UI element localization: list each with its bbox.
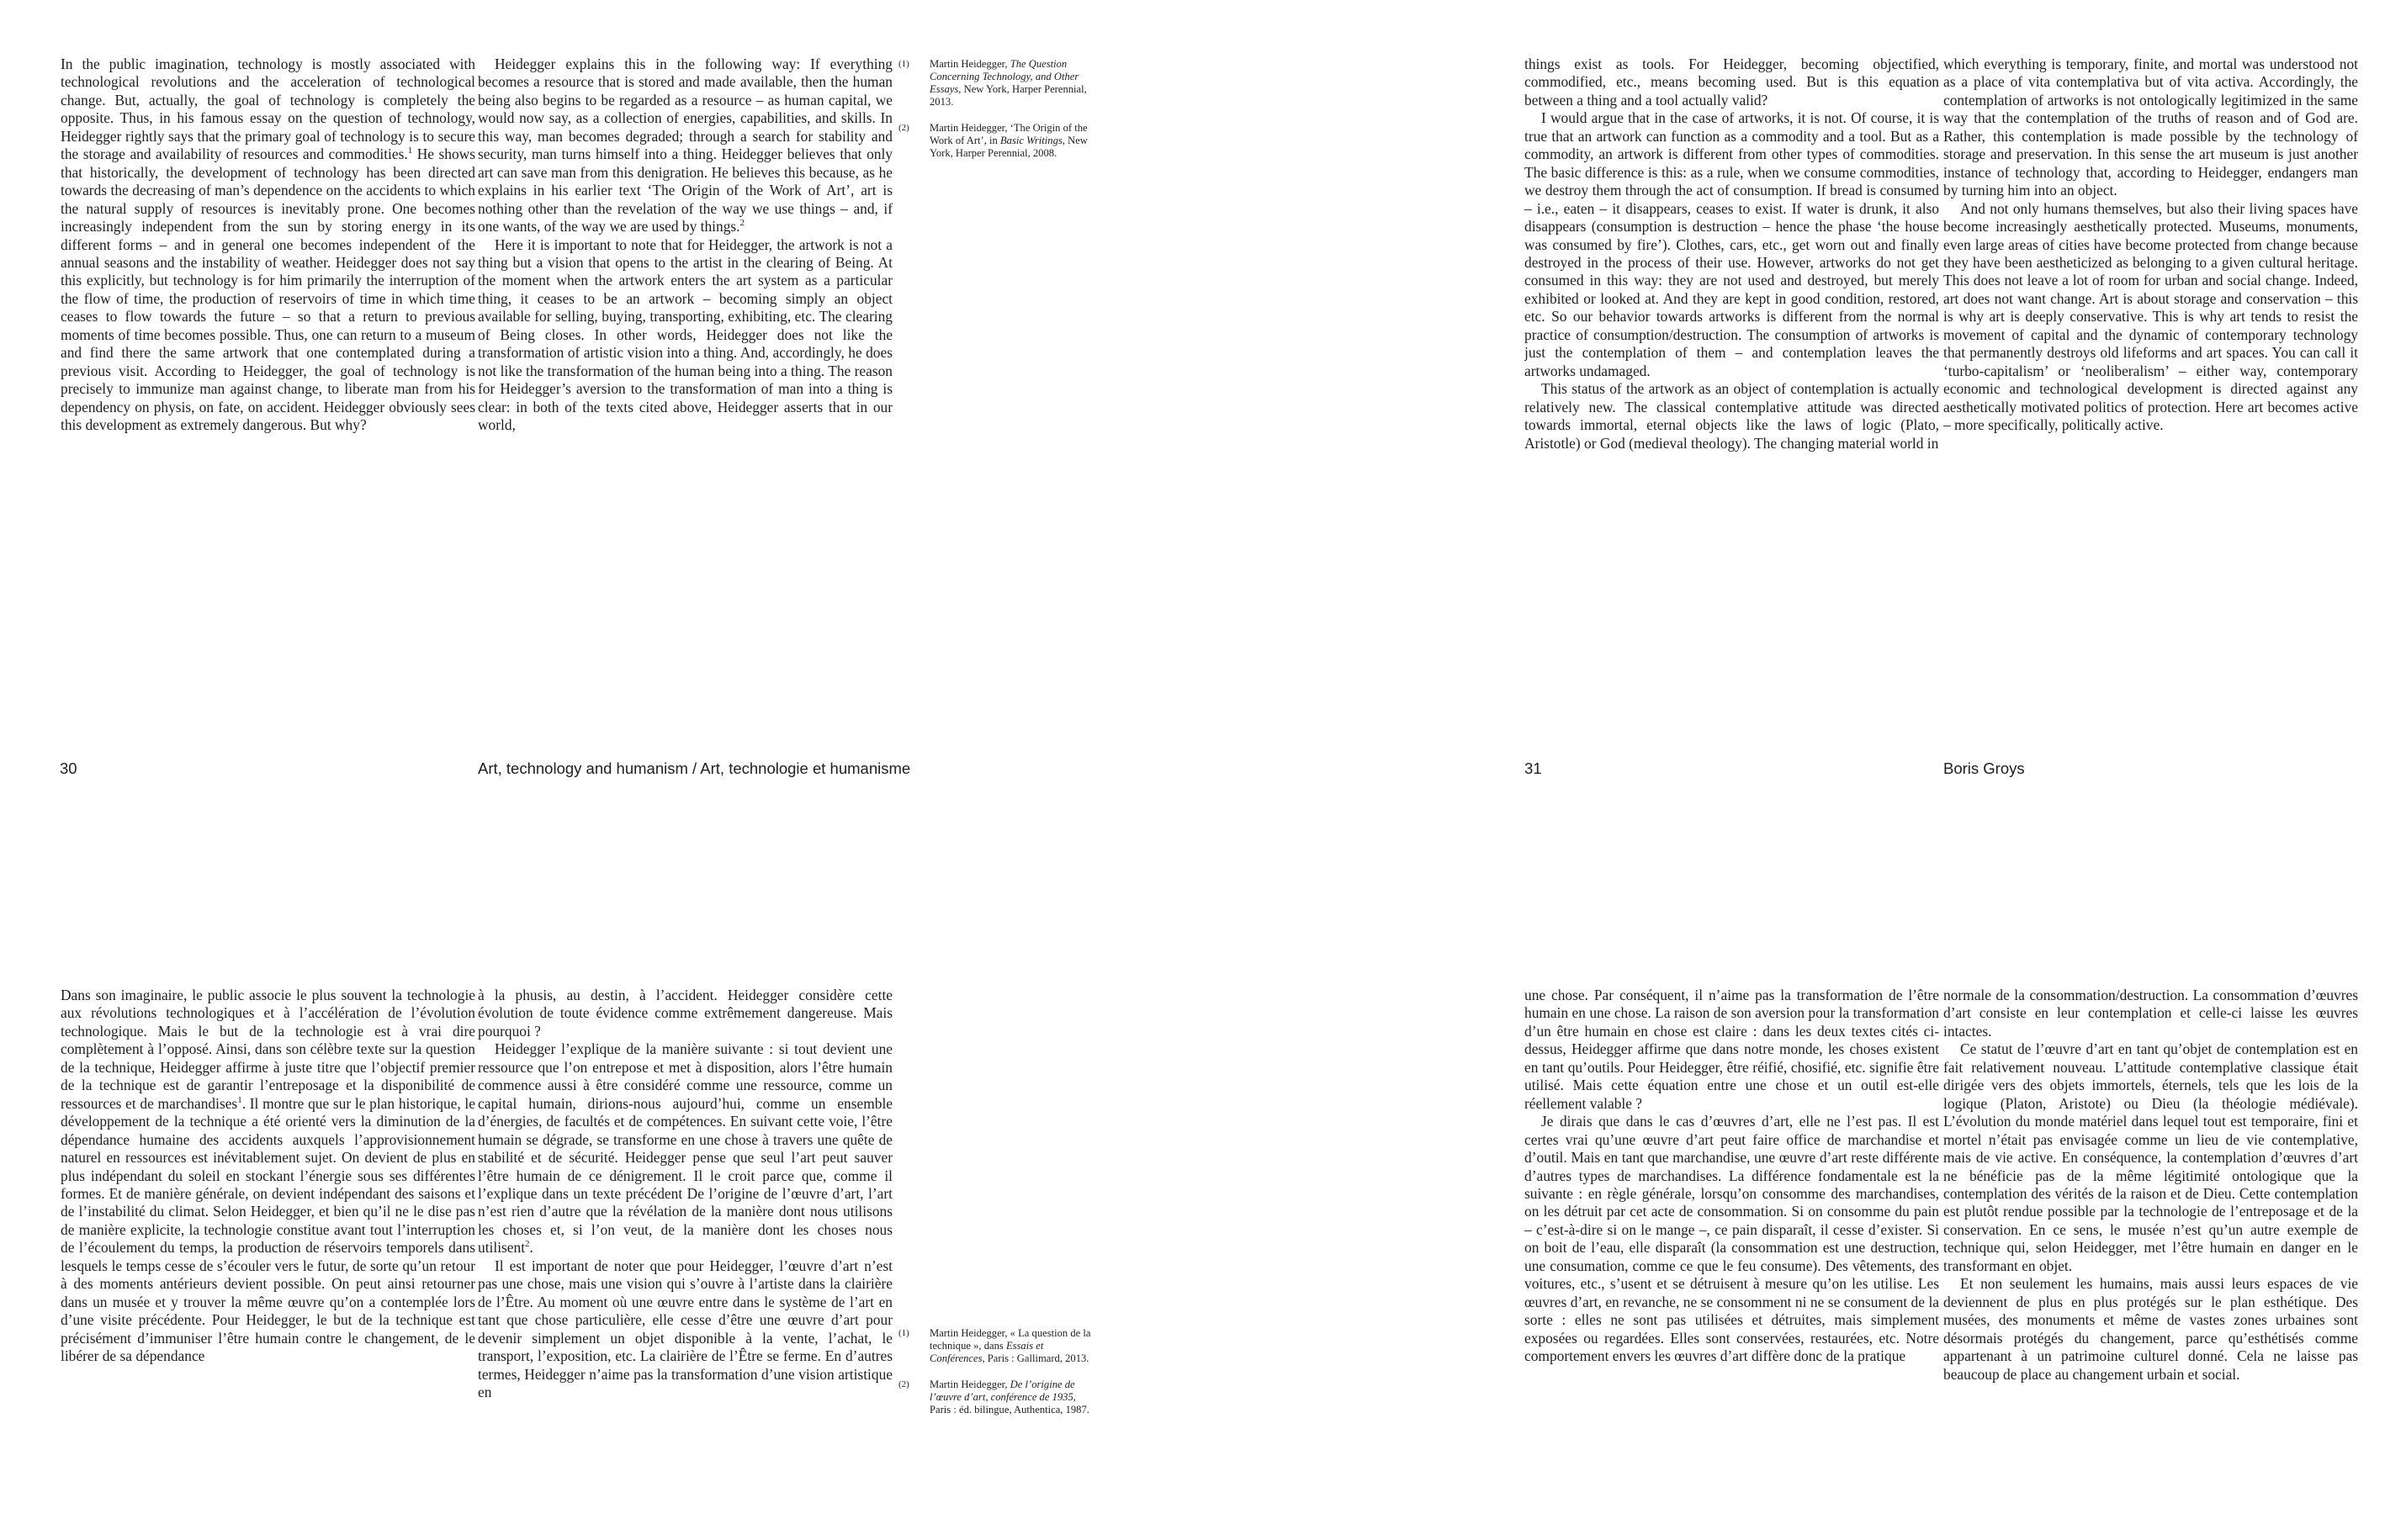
en-col1-paragraph-1: In the public imagination, technology is mostly associated with technological revolutions and the acceleration of technological change. But, actually, the goal of technology is completely the opposite. Thus, in his famous essay on the question of technology, Heidegger rightly says that the primary goal of technology is to secure the storage and availability of resources and commodities.$^1$ He shows that historically, the development of technology has been directed towards the decreasing of man’s dependence on the accidents to which the natural supply of resources is inevitably prone. One becomes increasingly independent from the sun by storing energy in its different forms – and in general one becomes independent of the annual seasons and the instability of weather. Heidegger does not say this explicitly, but technology is for him primarily the interruption of the flow of time, the production of reservoirs of time in which time ceases to flow towards the future – so that a return to previous moments of time becomes possible. Thus, one can return to a museum and find there the same artwork that one contemplated during a previous visit. According to Heidegger, the goal of technology is precisely to immunize man against change, to liberate man from his dependency on physis, on fate, on accident. Heidegger obviously sees this development as extremely dangerous. But why? xyxy=(61,56,475,434)
running-head-author: Boris Groys xyxy=(1943,759,2025,777)
fr-col3-paragraph-1: une chose. Par conséquent, il n’aime pas la transformation de l’être humain en une chose. La raison de son aversion pour la transformation d’un être humain en chose est claire : dans les deux textes cités ci-dessus, Heidegger affirme que dans notre monde, les choses existent en tant qu’outils. Pour Heidegger, être réifié, chosifié, etc. signifie être utilisé. Mais cette équation entre une chose et un outil est-elle réellement valable ? xyxy=(1524,987,1939,1112)
page-number-left: 30 xyxy=(60,759,77,777)
fr-col4-paragraph-1: normale de la consommation/destruction. La consommation d’œuvres d’art consiste en leur contemplation et celle-ci laisse les œuvres intactes. xyxy=(1943,987,2358,1040)
en-footnotes xyxy=(898,58,1092,173)
en-column-3 xyxy=(1524,56,1939,569)
fr-column-1 xyxy=(61,987,475,1508)
en-column-2 xyxy=(478,56,893,569)
en-col3-paragraph-3: This status of the artwork as an object of contemplation is actually relatively new. The classical contemplative attitude was directed towards immortal, eternal objects like the laws of logic (Plato, Aristotle) or God (medieval theology). The changing material world in xyxy=(1524,380,1939,452)
fr-column-3 xyxy=(1524,987,1939,1508)
fr-col2-paragraph-1: à la phusis, au destin, à l’accident. Heidegger considère cette évolution de toute évidence comme extrêmement dangereuse. Mais pourquoi ? xyxy=(478,987,893,1040)
page-number-right: 31 xyxy=(1524,759,1542,777)
en-col4-paragraph-1: which everything is temporary, finite, and mortal was understood not as a place of vita contemplativa but of vita activa. Accordingly, the contemplation of artworks is not ontologically legitimized in the same way that the contemplation of the truths of reason and of God are. Rather, this contemplation is made possible by the technology of storage and preservation. In this sense the art museum is just another instance of technology that, according to Heidegger, endangers man by turning him into an object. xyxy=(1943,56,2358,199)
fr-col1-paragraph-1: Dans son imaginaire, le public associe le plus souvent la technologie aux révolutions technologiques et à l’accélération de l’évolution technologique. Mais le but de la technologie est à vrai dire complètement à l’opposé. Ainsi, dans son célèbre texte sur la question de la technique, Heidegger affirme à juste titre que l’objectif premier de la technique est de garantir l’entreposage et la disponibilité de ressources et de marchandises$^1$. Il montre que sur le plan historique, le développement de la technique a été orienté vers la diminution de la dépendance humaine des accidents auxquels l’approvisionnement naturel en ressources est inévitablement sujet. On devient de plus en plus indépendant du soleil en stockant l’énergie sous ses différentes formes. Et de manière générale, on devient indépendant des saisons et de l’instabilité du climat. Selon Heidegger, et bien qu’il ne le dise pas de manière explicite, la technologie constitue avant tout l’interruption de l’écoulement du temps, la production de réservoirs temporels dans lesquels le temps cesse de s’écouler vers le futur, de sorte qu’un retour à des moments antérieurs devient possible. On peut ainsi retourner dans un musée et y trouver la même œuvre qu’on a contemplée lors d’une visite précédente. Pour Heidegger, le but de la technique est précisément d’immuniser l’être humain contre le changement, de le libérer de sa dépendance xyxy=(61,987,475,1365)
fr-column-4 xyxy=(1943,987,2358,1508)
running-title: Art, technology and humanism / Art, technologie et humanisme xyxy=(478,759,911,777)
fr-col4-paragraph-3: Et non seulement les humains, mais aussi leurs espaces de vie deviennent de plus en plus protégés sur le plan esthétique. Des musées, des monuments et même de vastes zones urbaines sont désormais protégés du changement, parce qu’esthétisés comme appartenant à un patrimoine culturel donné. Cela ne laisse pas beaucoup de place au changement urbain et social. xyxy=(1943,1275,2358,1383)
footnote-ref-1[interactable]: 1 xyxy=(407,146,413,156)
fr-col4-paragraph-2: Ce statut de l’œuvre d’art en tant qu’objet de contemplation est en fait relativement nouveau. L’attitude contemplative classique était dirigée vers des objets immortels, éternels, tels que les lois de la logique (Platon, Aristote) ou Dieu (la théologie médiévale). L’évolution du monde matériel dans lequel tout est temporaire, fini et mortel n’était pas envisagée comme un lieu de vie contemplative, mais de vie active. En conséquence, la contemplation d’œuvres d’art ne bénéficie pas de la même légitimité ontologique que la contemplation des vérités de la raison et de Dieu. Cette contemplation est plutôt rendue possible par la technologie de l’entreposage et de la conservation. En ce sens, le musée n’est qu’un autre exemple de technique qui, selon Heidegger, met l’être humain en danger en le transformant en objet. xyxy=(1943,1040,2358,1274)
en-col3-paragraph-2: I would argue that in the case of artworks, it is not. Of course, it is true that an artwork can function as a commodity and a tool. But as a commodity, an artwork is different from other types of commodities. The basic difference is this: as a rule, when we consume commodities, we destroy them through the act of consumption. If bread is consumed – i.e., eaten – it disappears, ceases to exist. If water is drunk, it also disappears (consumption is destruction – hence the phase ‘the house was consumed by fire’). Clothes, cars, etc., get worn out and finally destroyed in the process of their use. However, artworks do not get consumed in this way: they are not used and destroyed, but merely exhibited or looked at. And they are kept in good condition, restored, etc. So our behavior towards artworks is different from the normal practice of consumption/destruction. The consumption of artworks is just the contemplation of them – and contemplation leaves the artworks undamaged. xyxy=(1524,109,1939,379)
fr-column-2 xyxy=(478,987,893,1508)
en-col3-paragraph-1: things exist as tools. For Heidegger, becoming objectified, commodified, etc., means becoming used. But is this equation between a thing and a tool actually valid? xyxy=(1524,56,1939,108)
en-col4-paragraph-2: And not only humans themselves, but also their living spaces have become increasingly aesthetically protected. Museums, monuments, even large areas of cities have become protected from change because they have been aestheticized as belonging to a given cultural heritage. This does not leave a lot of room for urban and social change. Indeed, art does not want change. Art is about storage and conservation – this is why art is deeply conservative. This is why art tends to resist the movement of capital and the dynamic of contemporary technology that permanently destroys old lifeforms and art spaces. You can call it ‘turbo-capitalism’ or ‘neoliberalism’ – either way, contemporary economic and technological development is directed against any aesthetically motivated politics of protection. Here art becomes active – more specifically, politically active. xyxy=(1943,199,2358,434)
fr-footnotes xyxy=(898,1327,1092,1430)
footnote-1: (1) Martin Heidegger, The Question Concerning Technology, and Other Essays, New York, Harper Perennial, 2013. xyxy=(898,58,1087,108)
footnote-1-fr: (1) Martin Heidegger, « La question de la technique », dans Essais et Conférences, Paris : Gallimard, 2013. xyxy=(898,1327,1091,1364)
fr-col2-paragraph-3: Il est important de noter que pour Heidegger, l’œuvre d’art n’est pas une chose, mais une vision qui s’ouvre à l’artiste dans la clairière de l’Être. Au moment où une œuvre entre dans le système de l’art en tant que chose particulière, elle cesse d’être une œuvre d’art pour devenir simplement un objet disponible à la vente, l’achat, le transport, l’exposition, etc. La clairière de l’Être se ferme. En d’autres termes, Heidegger n’aime pas la transformation d’une vision artistique en xyxy=(478,1257,893,1400)
footnote-ref-2-fr[interactable]: 2 xyxy=(525,1239,530,1250)
footnote-ref-2[interactable]: 2 xyxy=(739,218,745,229)
footnote-2: (2) Martin Heidegger, ‘The Origin of the Work of Art’, in Basic Writings, New York, Harper Perennial, 2008. xyxy=(898,122,1088,159)
en-column-1 xyxy=(61,56,475,569)
footnote-ref-1-fr[interactable]: 1 xyxy=(237,1094,242,1105)
fr-col2-paragraph-2: Heidegger l’explique de la manière suivante : si tout devient une ressource que l’on entrepose et met à disposition, alors l’être humain commence aussi à être considéré comme une ressource, comme un capital humain, dirions-nous aujourd’hui, comme un ensemble d’énergies, de facultés et de compétences. En suivant cette voie, l’être humain se dégrade, se transforme en une chose à travers une quête de stabilité et de sécurité. Heidegger pense que seul l’art peut sauver l’être humain de ce dénigrement. Il le croit parce que, comme il l’explique dans un texte précédent De l’origine de l’œuvre d’art, l’art n’est rien d’autre que la révélation de la manière dont nous utilisons les choses et, si l’on veut, de la manière dont les choses nous utilisent$^2$. xyxy=(478,1040,893,1257)
en-column-4 xyxy=(1943,56,2358,569)
fr-col3-paragraph-2: Je dirais que dans le cas d’œuvres d’art, elle ne l’est pas. Il est certes vrai qu’une œuvre d’art peut faire office de marchandise et d’outil. Mais en tant que marchandise, une œuvre d’art reste différente d’autres types de marchandises. La différence fondamentale est la suivante : en règle générale, lorsqu’on consomme des marchandises, on les détruit par cet acte de consommation. Si on consomme du pain – c’est-à-dire si on le mange –, ce pain disparaît, il cesse d’exister. Si on boit de l’eau, elle disparaît (la consommation est une destruction, une consumation, comme ce que le feu consume). Des vêtements, des voitures, etc., s’usent et se détruisent à mesure qu’on les utilise. Les œuvres d’art, en revanche, ne se consomment ni ne se consument de la sorte : elles ne sont pas utilisées et détruites, mais simplement exposées ou regardées. Elles sont conservées, restaurées, etc. Notre comportement envers les œuvres d’art diffère donc de la pratique xyxy=(1524,1113,1939,1365)
en-col2-paragraph-1: Heidegger explains this in the following way: If everything becomes a resource that is stored and made available, then the human being also begins to be regarded as a resource – as human capital, we would now say, as a collection of energies, capabilities, and skills. In this way, man becomes degraded; through a search for stability and security, man turns himself into a thing. Heidegger believes that only art can save man from this denigration. He believes this because, as he explains in his earlier text ‘The Origin of the Work of Art’, art is nothing other than the revelation of the way we use things – and, if one wants, of the way we are used by things.$^2$ xyxy=(478,56,893,235)
footnote-2-fr: (2) Martin Heidegger, De l’origine de l’œuvre d’art, conférence de 1935, Paris : éd. bilingue, Authentica, 1987. xyxy=(898,1379,1089,1416)
en-col2-paragraph-2: Here it is important to note that for Heidegger, the artwork is not a thing but a vision that opens to the artist in the clearing of Being. At the moment when the artwork enters the art system as a particular thing, it ceases to be an artwork – becoming simply an object available for selling, buying, transporting, exhibiting, etc. The clearing of Being closes. In other words, Heidegger does not like the transformation of artistic vision into a thing. And, accordingly, he does not like the transformation of the human being into a thing. The reason for Heidegger’s aversion to the transformation of man into a thing is clear: in both of the texts cited above, Heidegger asserts that in our world, xyxy=(478,235,893,434)
